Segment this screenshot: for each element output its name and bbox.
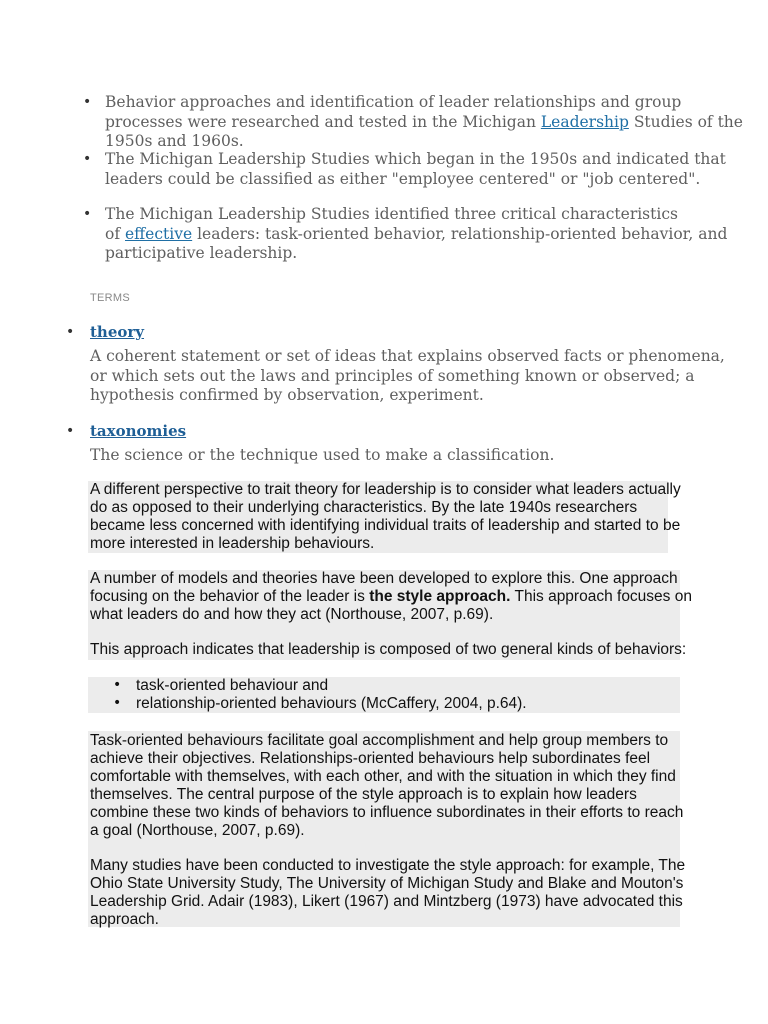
paragraph-line xyxy=(90,588,692,606)
paragraph-line: themselves. The central purpose of the style approach is to explain how leaders xyxy=(90,786,637,803)
term-link-taxonomies[interactable]: taxonomies xyxy=(90,422,187,440)
paragraph-line: became less concerned with identifying individual traits of leadership and started to be xyxy=(90,517,681,534)
bullet-marker: • xyxy=(113,677,122,693)
bullet-marker: • xyxy=(83,206,92,222)
term-definition xyxy=(90,347,725,406)
text-span: participative leadership. xyxy=(105,244,298,262)
text-span: processes were researched and tested in the Michigan xyxy=(105,112,541,131)
paragraph-line: approach. xyxy=(90,911,159,928)
text-span: of xyxy=(105,224,125,243)
bullet-marker: • xyxy=(83,94,92,110)
bullet-marker: • xyxy=(66,423,75,439)
paragraph-line: Many studies have been conducted to investigate the style approach: for example, The xyxy=(90,857,686,874)
behaviour-list-item: task-oriented behaviour and xyxy=(136,677,329,694)
paragraph-line: A different perspective to trait theory for leadership is to consider what leaders actually xyxy=(90,481,681,498)
bullet-marker: • xyxy=(66,324,75,340)
paragraph-line: do as opposed to their underlying characteristics. By the late 1940s researchers xyxy=(90,499,638,516)
paragraph-line: more interested in leadership behaviours. xyxy=(90,535,375,552)
paragraph-line: achieve their objectives. Relationships-oriented behaviours help subordinates feel xyxy=(90,750,651,767)
behaviour-list-item: relationship-oriented behaviours (McCaffery, 2004, p.64). xyxy=(136,695,527,712)
bullet-line xyxy=(105,93,743,113)
paragraph-line: a goal (Northouse, 2007, p.69). xyxy=(90,822,305,839)
text-span: leaders: task-oriented behavior, relationship-oriented behavior, and xyxy=(192,224,728,243)
bullet-item xyxy=(105,205,727,264)
paragraph-task-oriented xyxy=(90,732,683,840)
bullet-line xyxy=(105,244,727,264)
bullet-line xyxy=(105,205,727,225)
bullet-line xyxy=(105,170,726,190)
paragraph-line: combine these two kinds of behaviors to influence subordinates in their efforts to reach xyxy=(90,804,684,821)
paragraph-line: A number of models and theories have been developed to explore this. One approach xyxy=(90,570,678,587)
definition-line: The science or the technique used to make a classification. xyxy=(90,446,555,464)
terms-label: TERMS xyxy=(90,292,130,304)
text-span: This approach focuses on xyxy=(510,588,692,605)
text-span: Studies of the xyxy=(628,112,743,131)
paragraph-line: what leaders do and how they act (Northouse, 2007, p.69). xyxy=(90,606,494,623)
definition-line: or which sets out the laws and principles of something known or observed; a xyxy=(90,366,695,385)
term-link-theory[interactable]: theory xyxy=(90,323,145,341)
paragraph-line: Leadership Grid. Adair (1983), Likert (1967) and Mintzberg (1973) have advocated this xyxy=(90,893,683,910)
paragraph-studies xyxy=(90,857,685,929)
bullet-line xyxy=(105,225,727,245)
inline-link[interactable]: Leadership xyxy=(540,112,629,131)
text-span: Behavior approaches and identification of leader relationships and group xyxy=(105,93,682,111)
bullet-line xyxy=(105,150,726,170)
bullet-line xyxy=(105,132,743,152)
text-span: focusing on the behavior of the leader is xyxy=(90,588,370,605)
bold-text: the style approach. xyxy=(369,588,511,605)
paragraph-line: comfortable with themselves, with each other, and with the situation in which they find xyxy=(90,768,676,785)
definition-line: A coherent statement or set of ideas that explains observed facts or phenomena, xyxy=(90,347,725,365)
paragraph-line: Task-oriented behaviours facilitate goal accomplishment and help group members to xyxy=(90,732,669,749)
bullet-line xyxy=(105,113,743,133)
text-span: 1950s and 1960s. xyxy=(105,132,244,150)
paragraph-style-approach xyxy=(90,570,692,624)
paragraph-line: Ohio State University Study, The University of Michigan Study and Blake and Mouton's xyxy=(90,875,684,892)
bullet-marker: • xyxy=(113,695,122,711)
text-span: The Michigan Leadership Studies which began in the 1950s and indicated that xyxy=(105,150,726,168)
bullet-item xyxy=(105,93,743,152)
inline-link[interactable]: effective xyxy=(125,224,193,243)
text-span: The Michigan Leadership Studies identified three critical characteristics xyxy=(105,205,678,223)
term-definition xyxy=(90,446,554,466)
bullet-marker: • xyxy=(83,151,92,167)
paragraph-two-kinds: This approach indicates that leadership is composed of two general kinds of behaviors: xyxy=(90,641,687,658)
definition-line: hypothesis confirmed by observation, experiment. xyxy=(90,386,484,404)
bullet-item xyxy=(105,150,726,189)
paragraph-trait-perspective xyxy=(88,481,681,553)
text-span: leaders could be classified as either "employee centered" or "job centered". xyxy=(105,169,701,188)
